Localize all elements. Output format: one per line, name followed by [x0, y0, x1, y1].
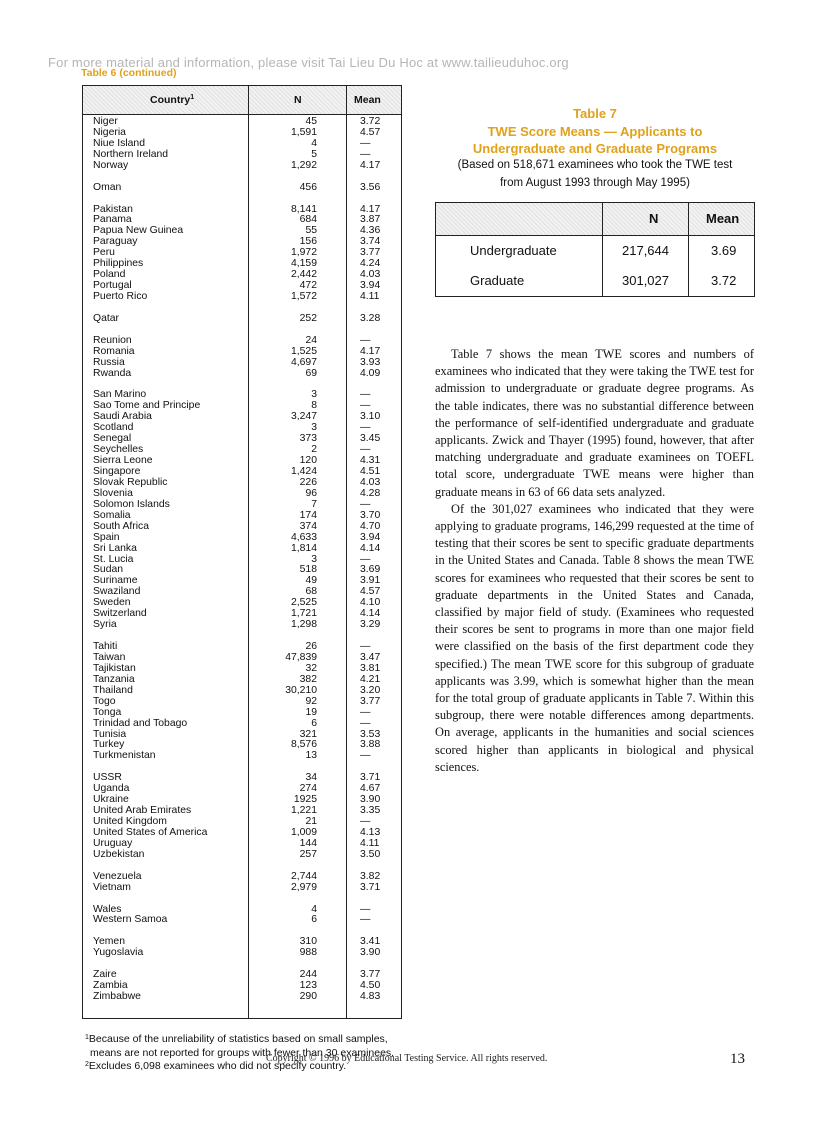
mean-cell: 3.45	[360, 433, 381, 445]
table-row	[83, 992, 401, 1003]
country-cell: Turkmenistan	[93, 750, 156, 762]
mean-cell: 3.47	[360, 651, 381, 663]
country-cell: Slovak Republic	[93, 476, 168, 488]
country-cell: Russia	[93, 356, 125, 368]
table6-header	[83, 86, 401, 115]
country-cell: Zimbabwe	[93, 991, 141, 1002]
table6-body	[83, 117, 401, 1003]
footnote-1-cont: means are not reported for groups with fewer than 30 examinees.	[90, 1046, 395, 1059]
n-cell: 1,814	[290, 542, 317, 554]
n-cell: 144	[299, 837, 317, 849]
row-label: Graduate	[470, 273, 525, 288]
mean-cell: 3.10	[360, 411, 381, 423]
n-cell: 55	[305, 225, 317, 237]
country-cell: Oman	[93, 181, 122, 193]
country-cell: Uzbekistan	[93, 848, 145, 860]
n-cell: 3	[311, 389, 317, 401]
mean-cell: 3.70	[360, 509, 381, 521]
mean-cell: 3.90	[360, 794, 381, 806]
table-row	[83, 544, 401, 555]
country-cell: Somalia	[93, 509, 131, 521]
mean-cell: 3.87	[360, 214, 381, 226]
table-row	[83, 150, 401, 161]
table6-label: Table 6 (continued)	[81, 67, 177, 79]
n-cell: 34	[305, 772, 317, 784]
country-cell: Wales	[93, 903, 122, 915]
row-mean: 3.69	[711, 243, 737, 258]
n-cell: 96	[305, 487, 317, 499]
n-cell: 1,525	[290, 345, 317, 357]
country-cell: Sweden	[93, 597, 131, 609]
country-cell: Tonga	[93, 706, 122, 718]
n-cell: 382	[299, 673, 317, 685]
table-row	[83, 183, 401, 194]
country-cell: Niue Island	[93, 137, 145, 149]
n-cell: 274	[299, 783, 317, 795]
n-cell: 252	[299, 312, 317, 324]
country-cell: Romania	[93, 345, 135, 357]
mean-cell: 4.17	[360, 159, 381, 171]
country-cell: United States of America	[93, 826, 208, 838]
n-cell: 2,979	[290, 881, 317, 893]
t7-header-mean: Mean	[706, 211, 740, 226]
n-cell: 226	[299, 476, 317, 488]
table-row	[83, 555, 401, 566]
n-cell: 472	[299, 280, 317, 292]
copyright: Copyright © 1996 by Educational Testing Service. All rights reserved.	[266, 1053, 548, 1064]
n-cell: 310	[299, 936, 317, 948]
country-cell: Nigeria	[93, 126, 126, 138]
country-cell: Yugoslavia	[93, 947, 144, 959]
n-cell: 8,141	[290, 203, 317, 215]
country-cell: Saudi Arabia	[93, 411, 152, 423]
paragraph: Table 7 shows the mean TWE scores and numbers of examinees who indicated that they were taking the TWE test for admission to undergraduate or graduate degree programs. As the table indicates, there was no substantial difference between the performance of self-identified undergraduate and graduate applicants. Zwick and Thayer (1995) found, however, that after matching undergraduate and graduate examinees on TOEFL total score, undergraduate TWE means were higher than graduate means in 63 of 66 data sets analyzed.	[435, 347, 754, 499]
mean-cell: 3.29	[360, 619, 381, 631]
table-row	[83, 719, 401, 730]
mean-cell: —	[360, 903, 371, 915]
mean-cell: —	[360, 706, 371, 718]
n-cell: 1,424	[290, 466, 317, 477]
country-cell: Scotland	[93, 422, 134, 434]
n-cell: 30,210	[285, 684, 317, 696]
country-cell: Thailand	[93, 684, 133, 696]
table-row	[83, 522, 401, 533]
n-cell: 5	[311, 148, 317, 160]
mean-cell: 3.72	[360, 116, 381, 127]
n-cell: 68	[305, 586, 317, 598]
row-label: Undergraduate	[470, 243, 557, 258]
country-cell: Vietnam	[93, 881, 131, 893]
t7-header-n: N	[649, 211, 659, 226]
country-cell: Tajikistan	[93, 662, 136, 674]
country-cell: Qatar	[93, 312, 119, 324]
mean-cell: 4.17	[360, 345, 381, 357]
n-cell: 1,721	[290, 608, 317, 620]
page-number: 13	[730, 1051, 745, 1067]
table-row	[436, 273, 754, 293]
country-cell: Paraguay	[93, 236, 138, 248]
mean-cell: 3.94	[360, 280, 381, 292]
table-row	[436, 243, 754, 263]
table-row	[83, 708, 401, 719]
footnote-2: $^2$Excludes 6,098 examinees who did not specify country.	[85, 1060, 347, 1072]
mean-cell: 4.70	[360, 520, 381, 532]
table7-header	[436, 203, 754, 236]
n-cell: 156	[299, 236, 317, 248]
n-cell: 1,591	[290, 126, 317, 138]
country-cell: South Africa	[93, 520, 150, 532]
n-cell: 1,298	[290, 619, 317, 631]
n-cell: 321	[299, 728, 317, 740]
header-country: Country$^1$	[150, 94, 195, 106]
n-cell: 2,525	[290, 597, 317, 609]
country-cell: Sri Lanka	[93, 542, 137, 554]
mean-cell: 3.81	[360, 662, 381, 674]
mean-cell: 4.03	[360, 476, 381, 488]
mean-cell: —	[360, 400, 371, 412]
n-cell: 1,221	[290, 805, 317, 817]
mean-cell: —	[360, 914, 371, 926]
country-cell: Senegal	[93, 433, 132, 445]
country-cell: Niger	[93, 116, 118, 127]
mean-cell: 4.09	[360, 367, 381, 379]
table-row	[83, 697, 401, 708]
mean-cell: 4.28	[360, 487, 381, 499]
table-row	[83, 292, 401, 303]
table6	[82, 85, 402, 1019]
country-cell: Rwanda	[93, 367, 132, 379]
country-cell: Suriname	[93, 575, 138, 587]
mean-cell: 3.77	[360, 695, 381, 707]
table-row	[83, 872, 401, 883]
country-cell: Singapore	[93, 466, 141, 477]
row-n: 217,644	[622, 243, 669, 258]
n-cell: 2,744	[290, 870, 317, 882]
n-cell: 244	[299, 969, 317, 981]
mean-cell: —	[360, 137, 371, 149]
n-cell: 19	[305, 706, 317, 718]
n-cell: 3,247	[290, 411, 317, 423]
table-row	[83, 533, 401, 544]
n-cell: 13	[305, 750, 317, 762]
mean-cell: 4.50	[360, 980, 381, 992]
country-cell: Togo	[93, 695, 116, 707]
country-cell: Sudan	[93, 564, 124, 576]
mean-cell: 4.21	[360, 673, 381, 685]
country-cell: Puerto Rico	[93, 291, 148, 302]
n-cell: 32	[305, 662, 317, 674]
n-cell: 257	[299, 848, 317, 860]
n-cell: 47,839	[285, 651, 317, 663]
country-cell: Western Samoa	[93, 914, 168, 926]
n-cell: 3	[311, 553, 317, 565]
paragraph: Of the 301,027 examinees who indicated that they were applying to graduate programs, 146,299 requested at the time of testing that their scores be sent to specific graduate departments in the United States and Canada. Table 8 shows the mean TWE scores for examinees who requested that their scores be sent to graduate departments in the United States and Canada, classified by major field of study. (Examinees who requested their scores be sent to programs in more than one major field were classified on the basis of the first department code they specified.) The mean TWE score for this subgroup of graduate applicants was 3.99, which is somewhat higher than the mean for the total group of graduate applicants in Table 7. Within this subgroup, there were notable differences among departments. On average, applicants in the humanities and social sciences scored higher than applicants in biological and physical sciences.	[435, 501, 754, 774]
n-cell: 1925	[293, 794, 317, 806]
mean-cell: —	[360, 553, 371, 565]
country-cell: Pakistan	[93, 203, 133, 215]
n-cell: 1,009	[290, 826, 317, 838]
table-row	[83, 850, 401, 861]
country-cell: Slovenia	[93, 487, 133, 499]
country-cell: Northern Ireland	[93, 148, 169, 160]
watermark: For more material and information, please visit Tai Lieu Du Hoc at www.tailieuduhoc.org	[48, 55, 569, 70]
n-cell: 4,697	[290, 356, 317, 368]
n-cell: 69	[305, 367, 317, 379]
n-cell: 4,633	[290, 531, 317, 543]
country-cell: United Arab Emirates	[93, 805, 192, 817]
table-row	[83, 369, 401, 380]
country-cell: Seychelles	[93, 444, 144, 456]
country-cell: Philippines	[93, 258, 144, 270]
n-cell: 92	[305, 695, 317, 707]
country-cell: Tanzania	[93, 673, 135, 685]
n-cell: 24	[305, 334, 317, 346]
table-row	[83, 259, 401, 270]
country-cell: Switzerland	[93, 608, 147, 620]
country-cell: Uruguay	[93, 837, 133, 849]
n-cell: 6	[311, 914, 317, 926]
country-cell: Trinidad and Tobago	[93, 717, 188, 729]
mean-cell: —	[360, 389, 371, 401]
table7	[435, 202, 755, 297]
table-row	[83, 784, 401, 795]
table7-title: Table 7 TWE Score Means — Applicants to Undergraduate and Graduate Programs	[472, 106, 718, 156]
mean-cell: —	[360, 816, 371, 827]
n-cell: 120	[299, 455, 317, 467]
mean-cell: 4.57	[360, 586, 381, 598]
n-cell: 1,972	[290, 247, 317, 259]
mean-cell: 3.20	[360, 684, 381, 696]
mean-cell: 3.77	[360, 969, 381, 981]
mean-cell: 3.94	[360, 531, 381, 543]
n-cell: 684	[299, 214, 317, 226]
table-row	[83, 948, 401, 959]
n-cell: 290	[299, 991, 317, 1002]
n-cell: 4	[311, 137, 317, 149]
n-cell: 1,572	[290, 291, 317, 302]
country-cell: Zaire	[93, 969, 117, 981]
mean-cell: —	[360, 444, 371, 456]
country-cell: Uganda	[93, 783, 130, 795]
mean-cell: 4.51	[360, 466, 381, 477]
n-cell: 123	[299, 980, 317, 992]
n-cell: 6	[311, 717, 317, 729]
mean-cell: 3.50	[360, 848, 381, 860]
mean-cell: 4.17	[360, 203, 381, 215]
table-row	[83, 358, 401, 369]
country-cell: Zambia	[93, 980, 128, 992]
n-cell: 4,159	[290, 258, 317, 270]
country-cell: Reunion	[93, 334, 132, 346]
row-n: 301,027	[622, 273, 669, 288]
table-row	[83, 620, 401, 631]
mean-cell: 4.24	[360, 258, 381, 270]
mean-cell: 3.28	[360, 312, 381, 324]
n-cell: 26	[305, 641, 317, 652]
table-row	[83, 730, 401, 741]
country-cell: Syria	[93, 619, 117, 631]
mean-cell: 4.14	[360, 608, 381, 620]
table-row	[83, 347, 401, 358]
n-cell: 7	[311, 498, 317, 510]
table-row	[83, 314, 401, 325]
country-cell: Venezuela	[93, 870, 142, 882]
table-row	[83, 773, 401, 784]
table-row	[83, 686, 401, 697]
mean-cell: —	[360, 334, 371, 346]
mean-cell: 4.31	[360, 455, 381, 467]
country-cell: Peru	[93, 247, 115, 259]
mean-cell: 3.71	[360, 772, 381, 784]
country-cell: Tunisia	[93, 728, 127, 740]
n-cell: 373	[299, 433, 317, 445]
country-cell: St. Lucia	[93, 553, 134, 565]
country-cell: Norway	[93, 159, 129, 171]
n-cell: 2	[311, 444, 317, 456]
country-cell: Sierra Leone	[93, 455, 153, 467]
mean-cell: 4.14	[360, 542, 381, 554]
mean-cell: 3.90	[360, 947, 381, 959]
header-n: N	[294, 94, 302, 106]
n-cell: 8	[311, 400, 317, 412]
mean-cell: 3.77	[360, 247, 381, 259]
table7-subtitle: (Based on 518,671 examinees who took the TWE test from August 1993 through May 1995)	[457, 159, 733, 189]
country-cell: Poland	[93, 269, 126, 281]
mean-cell: —	[360, 498, 371, 510]
mean-cell: 3.82	[360, 870, 381, 882]
body-text	[435, 346, 754, 776]
mean-cell: 3.93	[360, 356, 381, 368]
country-cell: Turkey	[93, 739, 125, 751]
mean-cell: 4.10	[360, 597, 381, 609]
mean-cell: —	[360, 422, 371, 434]
country-cell: Tahiti	[93, 641, 118, 652]
mean-cell: 4.36	[360, 225, 381, 237]
mean-cell: —	[360, 717, 371, 729]
table-row	[83, 609, 401, 620]
country-cell: Panama	[93, 214, 132, 226]
mean-cell: 3.35	[360, 805, 381, 817]
mean-cell: 3.88	[360, 739, 381, 751]
mean-cell: 3.91	[360, 575, 381, 587]
mean-cell: 4.67	[360, 783, 381, 795]
n-cell: 518	[299, 564, 317, 576]
mean-cell: 3.71	[360, 881, 381, 893]
country-cell: Ukraine	[93, 794, 129, 806]
n-cell: 988	[299, 947, 317, 959]
row-mean: 3.72	[711, 273, 737, 288]
country-cell: United Kingdom	[93, 816, 167, 827]
header-mean: Mean	[354, 94, 381, 106]
country-cell: Papua New Guinea	[93, 225, 184, 237]
mean-cell: —	[360, 641, 371, 652]
mean-cell: 4.03	[360, 269, 381, 281]
mean-cell: 4.11	[360, 837, 380, 849]
mean-cell: 4.57	[360, 126, 381, 138]
country-cell: Sao Tome and Principe	[93, 400, 201, 412]
n-cell: 8,576	[290, 739, 317, 751]
mean-cell: 3.53	[360, 728, 381, 740]
country-cell: USSR	[93, 772, 122, 784]
mean-cell: 3.74	[360, 236, 381, 248]
mean-cell: —	[360, 750, 371, 762]
country-cell: Swaziland	[93, 586, 141, 598]
n-cell: 4	[311, 903, 317, 915]
table-row	[83, 117, 401, 128]
mean-cell: 3.41	[360, 936, 381, 948]
country-cell: Yemen	[93, 936, 125, 948]
country-cell: Spain	[93, 531, 120, 543]
n-cell: 374	[299, 520, 317, 532]
mean-cell: 4.83	[360, 991, 381, 1002]
table-row	[83, 751, 401, 762]
country-cell: Solomon Islands	[93, 498, 170, 510]
country-cell: San Marino	[93, 389, 147, 401]
n-cell: 45	[305, 116, 317, 127]
n-cell: 21	[305, 816, 317, 827]
n-cell: 174	[299, 509, 317, 521]
n-cell: 1,292	[290, 159, 317, 171]
country-cell: Taiwan	[93, 651, 126, 663]
mean-cell: 3.69	[360, 564, 381, 576]
table-row	[83, 970, 401, 981]
table-row	[83, 883, 401, 894]
table-row	[83, 642, 401, 653]
table-row	[83, 915, 401, 926]
n-cell: 3	[311, 422, 317, 434]
table-row	[83, 161, 401, 172]
n-cell: 49	[305, 575, 317, 587]
country-cell: Portugal	[93, 280, 132, 292]
n-cell: 456	[299, 181, 317, 193]
n-cell: 2,442	[290, 269, 317, 281]
mean-cell: —	[360, 148, 371, 160]
mean-cell: 3.56	[360, 181, 381, 193]
table-row	[83, 237, 401, 248]
mean-cell: 4.13	[360, 826, 381, 838]
mean-cell: 4.11	[360, 291, 380, 302]
footnote-1: $^1$Because of the unreliability of statistics based on small samples,	[85, 1033, 388, 1045]
